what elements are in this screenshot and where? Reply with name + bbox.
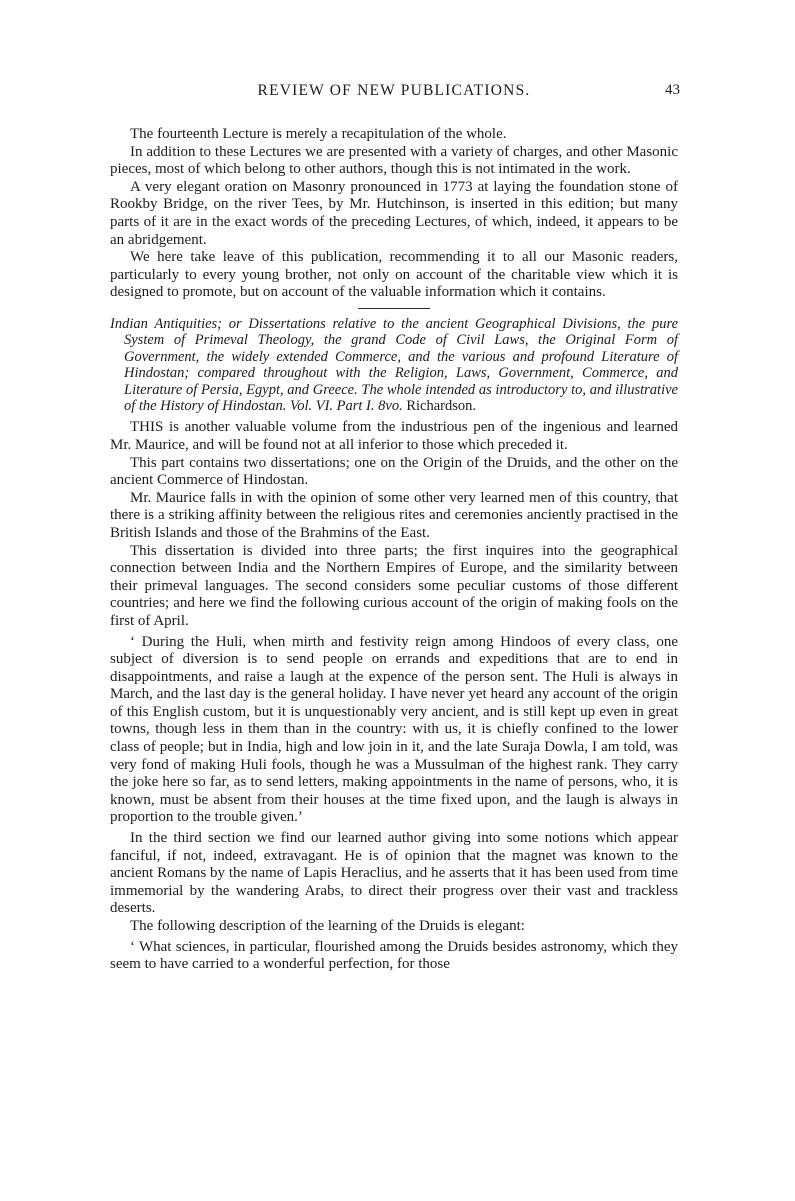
publisher: Richardson. <box>406 397 476 414</box>
paragraph: Mr. Maurice falls in with the opinion of some other very learned men of this country, that there is a striking affinity between the religious rites and ceremonies anciently practised in the British Islands and those of the Brahmins of the East. <box>110 489 678 541</box>
block-quote: ‘ What sciences, in particular, flourished among the Druids besides astronomy, which they seem to have carried to a wonderful perfection, for those <box>110 938 678 973</box>
page-header <box>110 82 678 104</box>
book-title: Indian Antiquities; or Dissertations relative to the ancient Geographical Divisions, the pure System of Primeval Theology, the grand Code of Civil Laws, the Original Form of Government, the widely extended Commerce, and the various and profound Literature of Hindostan; compared throughout with the Religion, Laws, Government, Commerce, and Literature of Persia, Egypt, and Greece. The whole intended as introductory to, and illustrative of the History of Hindostan. Vol. VI. Part I. 8vo. <box>110 315 678 414</box>
section-divider <box>358 308 430 309</box>
paragraph: We here take leave of this publication, recommending it to all our Masonic readers, particularly to every young brother, not only on account of the charitable view which it is designed to promote, but on account of the valuable information which it contains. <box>110 249 678 301</box>
paragraph: This dissertation is divided into three parts; the first inquires into the geographical connection between India and the Northern Empires of Europe, and the similarity between their primeval languages. The second considers some peculiar customs of those different countries; and here we find the following curious account of the origin of making fools on the first of April. <box>110 542 678 629</box>
review-indian-antiquities <box>110 316 678 974</box>
review-masonic-lectures <box>110 126 678 302</box>
paragraph: The following description of the learning of the Druids is elegant: <box>130 918 525 934</box>
running-title: REVIEW OF NEW PUBLICATIONS. <box>257 82 531 99</box>
page-number: 43 <box>665 82 680 98</box>
paragraph: THIS is another valuable volume from the industrious pen of the ingenious and learned Mr. Maurice, and will be found not at all inferior to those which preceded it. <box>110 419 678 453</box>
paragraph: In the third section we find our learned author giving into some notions which appear fanciful, if not, indeed, extravagant. He is of opinion that the magnet was known to the ancient Romans by the name of Lapis Heraclius, and he asserts that it has been used from time immemorial by the wandering Arabs, to direct their progress over their vast and trackless deserts. <box>110 830 678 917</box>
block-quote: ‘ During the Huli, when mirth and festivity reign among Hindoos of every class, one subject of diversion is to send people on errands and expeditions that are to end in disappointments, and raise a laugh at the expence of the person sent. The Huli is always in March, and the last day is the general holiday. I have never yet heard any account of the origin of this English custom, but it is unquestionably very ancient, and is still kept up even in great towns, though less in them than in the country: with us, it is chiefly confined to the lower class of people; but in India, high and low join in it, and the late Suraja Dowla, I am told, was very fond of making Huli fools, though he was a Mussulman of the highest rank. They carry the joke here so far, as to send letters, making appointments in the name of persons, who, it is known, must be absent from their houses at the time fixed upon, and the laugh is always in proportion to the trouble given.’ <box>110 633 678 826</box>
paragraph: The fourteenth Lecture is merely a recapitulation of the whole. <box>130 126 507 142</box>
paragraph: This part contains two dissertations; one on the Origin of the Druids, and the other on the ancient Commerce of Hindostan. <box>110 454 678 489</box>
book-page <box>110 82 678 974</box>
paragraph: A very elegant oration on Masonry pronounced in 1773 at laying the foundation stone of Rookby Bridge, on the river Tees, by Mr. Hutchinson, is inserted in this edition; but many parts of it are in the exact words of the preceding Lectures, of which, indeed, it appears to be an abridgement. <box>110 178 678 248</box>
book-title-entry <box>110 316 678 414</box>
paragraph: In addition to these Lectures we are presented with a variety of charges, and other Masonic pieces, most of which belong to other authors, though this is not intimated in the work. <box>110 143 678 178</box>
